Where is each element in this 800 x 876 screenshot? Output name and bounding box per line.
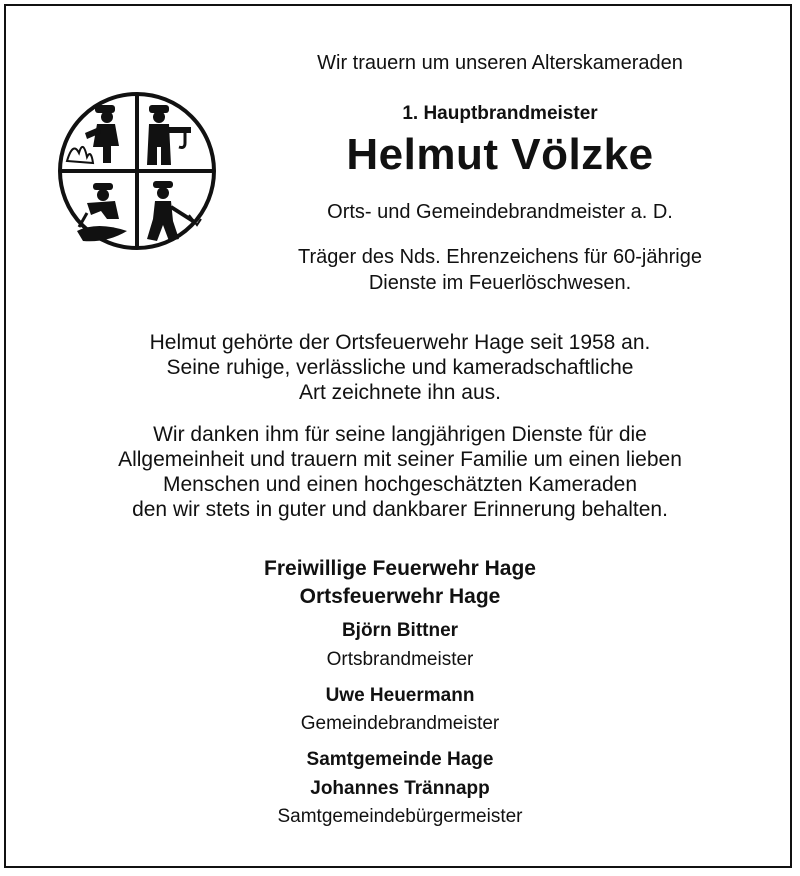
deceased-rank: 1. Hauptbrandmeister xyxy=(402,103,598,124)
deceased-position: Orts- und Gemeindebrandmeister a. D. xyxy=(327,201,673,223)
signatory-title: Samtgemeindebürgermeister xyxy=(277,806,523,827)
org-line: Ortsfeuerwehr Hage xyxy=(299,585,501,608)
intro-text: Wir trauern um unseren Alterskameraden xyxy=(317,52,683,74)
paragraph-line: Allgemeinheit und trauern mit seiner Familie um einen lieben xyxy=(118,448,682,471)
thanks-paragraph xyxy=(0,422,800,522)
paragraph-line: Art zeichnete ihn aus. xyxy=(299,381,501,404)
paragraph-line: Helmut gehörte der Ortsfeuerwehr Hage seit 1958 an. xyxy=(149,331,651,354)
signatory-title: Ortsbrandmeister xyxy=(326,649,474,670)
deceased-name: Helmut Völzke xyxy=(346,130,654,179)
honor-line: Träger des Nds. Ehrenzeichens für 60-jährige xyxy=(298,246,702,268)
paragraph-line: den wir stets in guter und dankbarer Erinnerung behalten. xyxy=(132,498,668,521)
tribute-paragraph xyxy=(0,330,800,405)
organization-name xyxy=(0,555,800,611)
paragraph-line: Menschen und einen hochgeschätzten Kameraden xyxy=(163,473,637,496)
honor-line: Dienste im Feuerlöschwesen. xyxy=(368,272,632,294)
fire-brigade-emblem-icon xyxy=(57,91,217,251)
paragraph-line: Seine ruhige, verlässliche und kameradschaftliche xyxy=(166,356,634,379)
honor-text xyxy=(250,244,750,296)
signatory-name: Björn Bittner xyxy=(341,620,459,641)
signatory-name: Uwe Heuermann xyxy=(325,685,475,706)
municipality-name: Samtgemeinde Hage xyxy=(306,749,494,770)
org-line: Freiwillige Feuerwehr Hage xyxy=(264,557,536,580)
signatory-title: Gemeindebrandmeister xyxy=(300,713,500,734)
paragraph-line: Wir danken ihm für seine langjährigen Dienste für die xyxy=(153,423,647,446)
signatory-name: Johannes Trännapp xyxy=(310,778,490,799)
